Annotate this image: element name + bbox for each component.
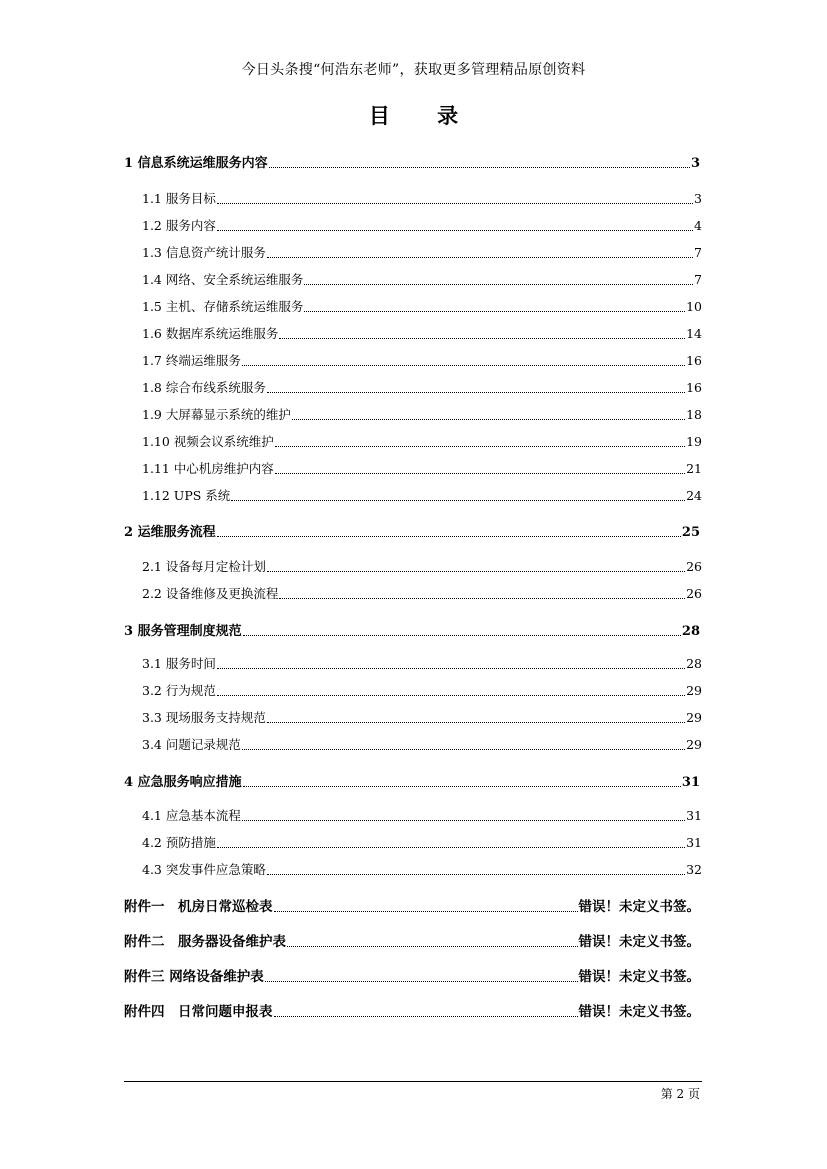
- toc-entry-label: 2.1 设备每月定检计划: [142, 559, 266, 574]
- toc-entry-page: 31: [681, 775, 700, 790]
- toc-entry-page: 25: [681, 525, 700, 540]
- toc-entry[interactable]: [124, 895, 700, 915]
- toc-entry-page: 错误！未定义书签。: [578, 969, 700, 985]
- footer-page-number: 第 2 页: [660, 1087, 700, 1101]
- toc-entry-page: 32: [686, 862, 702, 877]
- toc-entry-label: 附件二 服务器设备维护表: [124, 934, 286, 950]
- toc-leader-dots: [274, 1016, 578, 1017]
- toc-entry-label: 1.5 主机、存储系统运维服务: [142, 299, 304, 314]
- toc-entry-label: 1 信息系统运维服务内容: [124, 156, 268, 171]
- toc-leader-dots: [304, 311, 685, 312]
- toc-leader-dots: [217, 847, 685, 848]
- toc-entry-page: 错误！未定义书签。: [578, 1004, 700, 1020]
- toc-entry[interactable]: [142, 584, 702, 602]
- toc-entry-label: 1.11 中心机房维护内容: [142, 461, 274, 476]
- toc-leader-dots: [217, 230, 693, 231]
- toc-entry[interactable]: [142, 216, 702, 234]
- toc-entry-page: 7: [694, 272, 702, 287]
- toc-entry-page: 21: [686, 461, 702, 476]
- toc-entry-page: 16: [686, 353, 702, 368]
- toc-entry[interactable]: [142, 270, 702, 288]
- toc-leader-dots: [287, 946, 578, 947]
- toc-entry-label: 3 服务管理制度规范: [124, 624, 242, 639]
- toc-leader-dots: [242, 365, 685, 366]
- toc-entry-label: 3.2 行为规范: [142, 683, 216, 698]
- toc-entry-page: 错误！未定义书签。: [578, 934, 700, 950]
- toc-entry-label: 1.8 综合布线系统服务: [142, 380, 266, 395]
- toc-entry-page: 19: [686, 434, 702, 449]
- toc-leader-dots: [292, 419, 685, 420]
- toc-entry-label: 1.2 服务内容: [142, 218, 216, 233]
- toc-entry-page: 29: [686, 737, 702, 752]
- toc-entry[interactable]: [142, 681, 702, 699]
- toc-entry-label: 4.1 应急基本流程: [142, 808, 241, 823]
- toc-entry[interactable]: [124, 620, 700, 639]
- toc-entry-page: 29: [686, 683, 702, 698]
- toc-entry[interactable]: [142, 324, 702, 342]
- toc-entry-page: 18: [686, 407, 702, 422]
- toc-leader-dots: [304, 284, 693, 285]
- toc-entry[interactable]: [142, 432, 702, 450]
- toc-title: 目 录: [368, 103, 479, 128]
- toc-entry-page: 26: [686, 559, 702, 574]
- toc-entry-label: 2.2 设备维修及更换流程: [142, 586, 279, 601]
- toc-entry[interactable]: [142, 405, 702, 423]
- toc-entry[interactable]: [142, 833, 702, 851]
- toc-leader-dots: [217, 536, 681, 537]
- toc-entry[interactable]: [142, 860, 702, 878]
- toc-entry[interactable]: [142, 297, 702, 315]
- toc-entry-page: 16: [686, 380, 702, 395]
- toc-leader-dots: [274, 911, 578, 912]
- toc-entry-page: 7: [694, 245, 702, 260]
- toc-entry[interactable]: [142, 486, 702, 504]
- toc-entry-label: 附件三 网络设备维护表: [124, 969, 264, 985]
- toc-entry-label: 4.2 预防措施: [142, 835, 216, 850]
- toc-leader-dots: [242, 749, 685, 750]
- toc-entry-label: 1.3 信息资产统计服务: [142, 245, 266, 260]
- toc-leader-dots: [279, 338, 685, 339]
- toc-entry-label: 1.9 大屏幕显示系统的维护: [142, 407, 291, 422]
- toc-entry-page: 3: [694, 191, 702, 206]
- toc-leader-dots: [242, 820, 685, 821]
- toc-entry-label: 附件一 机房日常巡检表: [124, 899, 273, 915]
- toc-entry-label: 1.7 终端运维服务: [142, 353, 241, 368]
- toc-entry[interactable]: [142, 806, 702, 824]
- toc-leader-dots: [243, 635, 681, 636]
- toc-entry[interactable]: [142, 351, 702, 369]
- header-promo-text: 今日头条搜“何浩东老师”，获取更多管理精品原创资料: [241, 62, 586, 78]
- toc-entry[interactable]: [124, 152, 700, 171]
- toc-leader-dots: [217, 203, 693, 204]
- toc-entry-page: 28: [681, 624, 700, 639]
- toc-entry-label: 4.3 突发事件应急策略: [142, 862, 266, 877]
- toc-entry-page: 错误！未定义书签。: [578, 899, 700, 915]
- toc-entry[interactable]: [142, 735, 702, 753]
- toc-entry-label: 1.12 UPS 系统: [142, 488, 231, 503]
- toc-entry-label: 3.1 服务时间: [142, 656, 216, 671]
- toc-entry-label: 3.3 现场服务支持规范: [142, 710, 266, 725]
- toc-entry[interactable]: [124, 521, 700, 540]
- toc-entry[interactable]: [142, 557, 702, 575]
- toc-entry[interactable]: [142, 378, 702, 396]
- toc-entry-page: 4: [694, 218, 702, 233]
- toc-entry-label: 4 应急服务响应措施: [124, 775, 242, 790]
- toc-entry-label: 1.1 服务目标: [142, 191, 216, 206]
- toc-entry-label: 3.4 问题记录规范: [142, 737, 241, 752]
- toc-leader-dots: [217, 668, 685, 669]
- toc-entry[interactable]: [142, 654, 702, 672]
- toc-leader-dots: [279, 598, 685, 599]
- toc-entry[interactable]: [142, 189, 702, 207]
- toc-entry-page: 31: [686, 835, 702, 850]
- toc-leader-dots: [275, 473, 685, 474]
- toc-entry-label: 1.6 数据库系统运维服务: [142, 326, 279, 341]
- toc-leader-dots: [267, 392, 685, 393]
- toc-entry[interactable]: [142, 243, 702, 261]
- toc-entry[interactable]: [124, 930, 700, 950]
- toc-leader-dots: [265, 981, 578, 982]
- toc-entry-page: 24: [686, 488, 702, 503]
- toc-leader-dots: [275, 446, 685, 447]
- toc-entry-page: 3: [690, 156, 700, 171]
- toc-entry-label: 1.10 视频会议系统维护: [142, 434, 274, 449]
- toc-entry-label: 1.4 网络、安全系统运维服务: [142, 272, 304, 287]
- toc-entry-page: 28: [686, 656, 702, 671]
- toc-entry-page: 31: [686, 808, 702, 823]
- toc-entry-page: 29: [686, 710, 702, 725]
- toc-leader-dots: [269, 167, 690, 168]
- toc-leader-dots: [267, 571, 685, 572]
- toc-entry-label: 2 运维服务流程: [124, 525, 216, 540]
- toc-entry[interactable]: [124, 965, 700, 985]
- toc-entry[interactable]: [124, 771, 700, 790]
- toc-leader-dots: [217, 695, 685, 696]
- toc-entry-page: 14: [686, 326, 702, 341]
- toc-entry-page: 10: [686, 299, 702, 314]
- toc-leader-dots: [231, 500, 685, 501]
- toc-leader-dots: [267, 722, 685, 723]
- toc-leader-dots: [243, 786, 681, 787]
- footer-divider: [124, 1081, 702, 1082]
- toc-entry-label: 附件四 日常问题申报表: [124, 1004, 273, 1020]
- toc-leader-dots: [267, 874, 685, 875]
- toc-entry[interactable]: [142, 459, 702, 477]
- toc-entry-page: 26: [686, 586, 702, 601]
- toc-entry[interactable]: [124, 1000, 700, 1020]
- toc-entry[interactable]: [142, 708, 702, 726]
- toc-leader-dots: [267, 257, 693, 258]
